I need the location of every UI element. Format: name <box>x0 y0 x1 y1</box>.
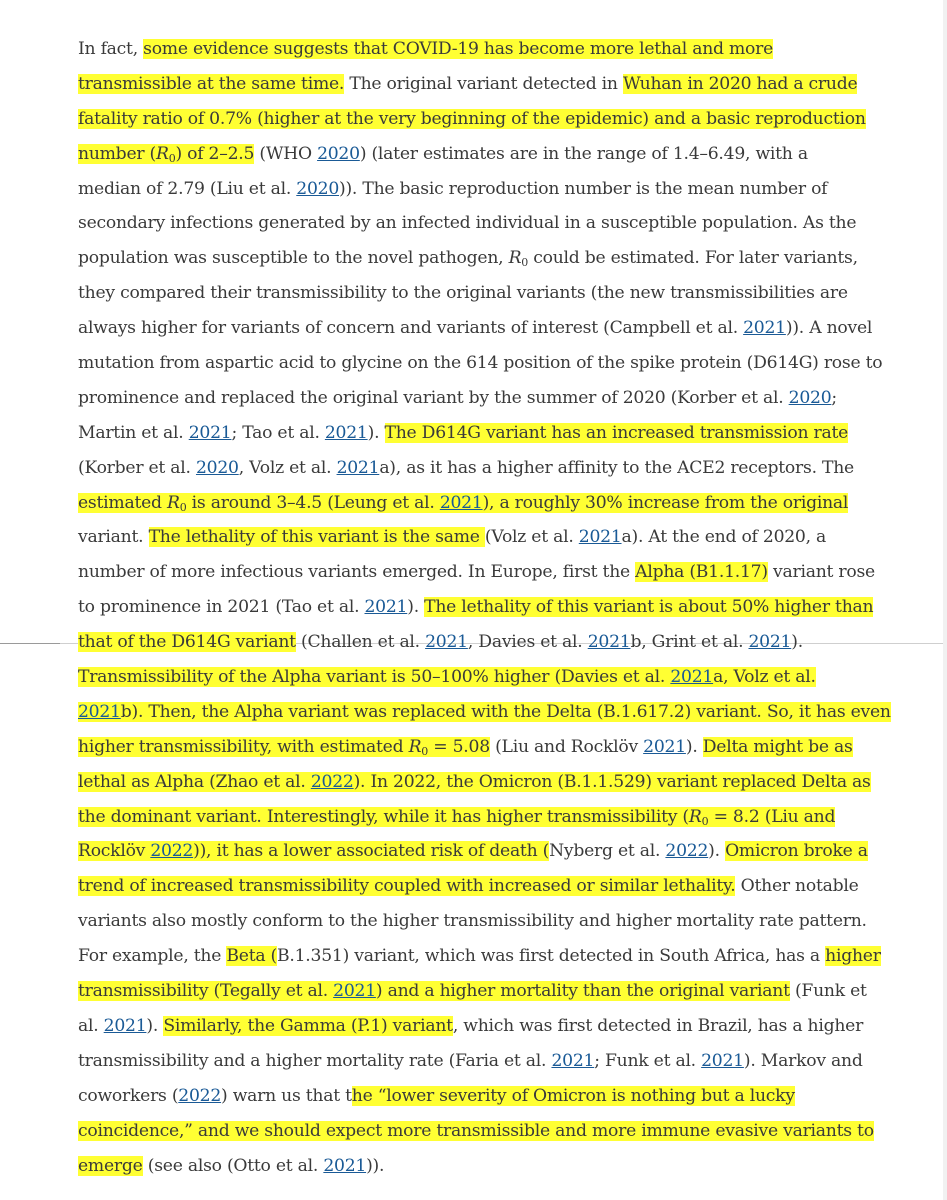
text-line-3 <box>78 102 923 137</box>
citation-link[interactable]: 2022 <box>178 1085 222 1106</box>
text-segment: a). At the end of 2020, a <box>621 527 827 548</box>
highlighted-text: The lethality of this variant is about 50% higher than <box>424 597 874 618</box>
text-segment: ). <box>407 597 425 618</box>
highlighted-text: coincidence,” and we should expect more transmissible and more immune evasive variants to <box>78 1120 874 1141</box>
citation-link[interactable]: 2021 <box>551 1050 595 1071</box>
text-line-17 <box>78 590 923 625</box>
text-segment: median of 2.79 (Liu et al. <box>78 178 297 199</box>
text-segment: ). <box>708 841 726 862</box>
text-segment: ). <box>685 736 703 757</box>
text-segment: ). In 2022, the Omicron (B.1.1.529) variant replaced Delta as <box>353 771 871 792</box>
text-segment: lethal as Alpha (Zhao et al. <box>78 771 311 792</box>
highlighted-text <box>78 841 549 861</box>
citation-link[interactable]: 2021 <box>743 318 786 339</box>
text-segment: The original variant detected in <box>344 73 623 94</box>
text-line-4 <box>78 137 923 172</box>
citation-link[interactable]: 2021 <box>336 457 380 478</box>
highlighted-text: some evidence suggests that COVID-19 has become more lethal and more <box>143 39 774 59</box>
text-segment: number ( <box>78 143 156 164</box>
citation-link[interactable]: 2021 <box>364 597 408 618</box>
text-segment: Martin et al. <box>78 422 189 443</box>
text-segment: estimated <box>78 492 167 513</box>
citation-link[interactable]: 2021 <box>701 1050 744 1071</box>
text-line-20 <box>78 695 923 730</box>
text-segment: , Davies et al. <box>467 632 588 653</box>
text-segment: mutation from aspartic acid to glycine on the 614 position of the spike protein (D614G) rose to <box>78 353 883 374</box>
text-segment: transmissibility (Tegally et al. <box>78 981 334 1002</box>
math-symbol: R <box>167 492 180 513</box>
text-line-9 <box>78 311 923 346</box>
text-segment: (Volz et al. <box>484 527 579 548</box>
text-line-19 <box>78 660 923 695</box>
text-segment: ). <box>791 632 803 653</box>
text-line-1 <box>78 32 923 67</box>
text-line-23 <box>78 800 923 835</box>
text-segment: al. <box>78 1015 104 1036</box>
text-segment: In fact, <box>78 39 144 59</box>
text-segment: (Challen et al. <box>295 632 426 653</box>
highlighted-text <box>78 144 254 164</box>
text-line-7 <box>78 241 923 276</box>
text-segment: For example, the <box>78 946 227 967</box>
text-segment: Transmissibility of the Alpha variant is 50–100% higher (Davies et al. <box>78 667 671 688</box>
text-segment: number of more infectious variants emerged. In Europe, first the <box>78 562 636 583</box>
text-segment: ), a roughly 30% increase from the original <box>482 492 849 513</box>
text-segment: ) warn us that t <box>221 1085 352 1106</box>
text-segment: ; Funk et al. <box>594 1050 702 1071</box>
highlighted-text <box>78 493 848 513</box>
highlighted-text: Beta ( <box>226 946 278 967</box>
text-segment: ). Markov and <box>743 1050 863 1071</box>
text-segment: , which was first detected in Brazil, has a higher <box>452 1015 864 1036</box>
text-line-27 <box>78 939 923 974</box>
math-symbol: R <box>688 806 702 827</box>
text-segment: Nyberg et al. <box>549 841 666 862</box>
highlighted-text <box>78 667 816 687</box>
math-subscript: 0 <box>179 500 187 514</box>
text-segment: is around 3–4.5 (Leung et al. <box>186 492 440 513</box>
text-segment: Other notable <box>735 876 859 897</box>
highlighted-text <box>78 807 835 827</box>
text-segment: higher transmissibility, with estimated <box>78 736 409 757</box>
text-segment: )). A novel <box>785 318 873 339</box>
text-line-21 <box>78 730 923 765</box>
highlighted-text: that of the D614G variant <box>78 632 296 653</box>
text-segment: )), it has a lower associated risk of death ( <box>193 841 550 862</box>
text-line-15 <box>78 520 923 555</box>
text-segment: variant. <box>78 527 149 548</box>
highlighted-text: he “lower severity of Omicron is nothing but a lucky <box>351 1085 795 1106</box>
highlighted-text <box>78 981 790 1001</box>
text-segment: b, Grint et al. <box>630 632 749 653</box>
citation-link[interactable]: 2021 <box>587 632 631 653</box>
highlighted-text <box>78 772 871 792</box>
text-line-18 <box>78 625 923 660</box>
highlighted-text: Wuhan in 2020 had a crude <box>622 73 858 94</box>
citation-link[interactable]: 2020 <box>296 178 340 199</box>
math-subscript: 0 <box>421 744 429 758</box>
text-segment: a, Volz et al. <box>713 667 816 688</box>
text-line-16 <box>78 555 923 590</box>
text-line-5 <box>78 172 923 207</box>
text-line-10 <box>78 346 923 381</box>
text-segment: variants also mostly conform to the higher transmissibility and higher mortality rate pattern. <box>78 911 867 932</box>
math-subscript: 0 <box>521 256 529 270</box>
text-segment: always higher for variants of concern and variants of interest (Campbell et al. <box>78 318 744 339</box>
highlighted-text: transmissible at the same time. <box>78 73 345 94</box>
citation-link[interactable]: 2021 <box>188 422 232 443</box>
citation-link[interactable]: 2021 <box>425 632 468 653</box>
text-line-30 <box>78 1044 923 1079</box>
highlighted-text: The D614G variant has an increased transmission rate <box>384 422 849 443</box>
citation-link[interactable]: 2022 <box>665 841 709 862</box>
citation-link[interactable]: 2021 <box>323 1155 367 1176</box>
text-segment: the dominant variant. Interestingly, while it has higher transmissibility ( <box>78 806 689 827</box>
text-segment: )). The basic reproduction number is the mean number of <box>339 178 828 199</box>
text-segment: (Korber et al. <box>78 457 196 478</box>
highlighted-text: The lethality of this variant is the same <box>148 527 485 548</box>
page-divider-marker <box>0 643 60 644</box>
citation-link[interactable]: 2021 <box>78 701 121 722</box>
text-segment: (WHO <box>254 143 318 164</box>
text-line-13 <box>78 451 923 486</box>
citation-link[interactable]: 2021 <box>643 736 686 757</box>
text-segment: = 8.2 (Liu and <box>708 806 836 827</box>
text-line-14 <box>78 486 923 521</box>
highlighted-text: fatality ratio of 0.7% (higher at the very beginning of the epidemic) and a basic reproduction <box>78 108 866 129</box>
citation-link[interactable]: 2021 <box>103 1015 147 1036</box>
text-segment: (Liu and Rocklöv <box>489 736 644 757</box>
text-line-22 <box>78 765 923 800</box>
text-line-24 <box>78 834 923 869</box>
text-segment: ) and a higher mortality than the original variant <box>375 981 790 1002</box>
citation-link[interactable]: 2020 <box>195 457 239 478</box>
text-line-2 <box>78 67 923 102</box>
text-segment: could be estimated. For later variants, <box>528 248 858 269</box>
citation-link[interactable]: 2021 <box>748 632 792 653</box>
text-segment: secondary infections generated by an infected individual in a susceptible population. As the <box>78 213 857 234</box>
text-segment: B.1.351) variant, which was first detected in South Africa, has a <box>277 946 826 967</box>
citation-link[interactable]: 2021 <box>439 492 483 513</box>
text-segment: prominence and replaced the original variant by the summer of 2020 (Korber et al. <box>78 387 789 408</box>
text-segment: population was susceptible to the novel pathogen, <box>78 248 509 269</box>
text-segment: (Funk et <box>789 981 867 1002</box>
math-subscript: 0 <box>701 814 709 828</box>
scrollbar-track[interactable] <box>943 0 947 1200</box>
text-line-11 <box>78 381 923 416</box>
text-segment: (see also (Otto et al. <box>142 1155 324 1176</box>
text-line-33 <box>78 1149 923 1184</box>
highlighted-text: Similarly, the Gamma (P.1) variant <box>163 1015 453 1036</box>
text-segment: variant rose <box>767 562 875 583</box>
text-segment: ). <box>146 1015 164 1036</box>
text-segment: they compared their transmissibility to the original variants (the new transmissibilities are <box>78 283 848 304</box>
highlighted-text: higher <box>825 946 881 967</box>
math-symbol: R <box>408 736 422 757</box>
text-line-29 <box>78 1009 923 1044</box>
text-segment: = 5.08 <box>428 736 490 757</box>
math-subscript: 0 <box>168 151 176 165</box>
text-segment: ; <box>831 387 837 408</box>
text-line-6 <box>78 206 923 241</box>
citation-link[interactable]: 2022 <box>310 771 354 792</box>
text-segment: ) (later estimates are in the range of 1.4–6.49, with a <box>359 143 808 164</box>
math-symbol: R <box>156 143 169 164</box>
text-segment: coworkers ( <box>78 1085 179 1106</box>
text-line-32 <box>78 1114 923 1149</box>
text-line-26 <box>78 904 923 939</box>
text-line-25 <box>78 869 923 904</box>
highlighted-text: Delta might be as <box>702 736 853 757</box>
text-segment: ). <box>367 422 385 443</box>
text-segment: , Volz et al. <box>238 457 337 478</box>
text-segment: transmissibility and a higher mortality rate (Faria et al. <box>78 1050 552 1071</box>
citation-link[interactable]: 2021 <box>578 527 622 548</box>
citation-link[interactable]: 2021 <box>324 422 368 443</box>
citation-link[interactable]: 2020 <box>317 143 360 164</box>
highlighted-text: trend of increased transmissibility coupled with increased or similar lethality. <box>78 876 736 897</box>
text-line-8 <box>78 276 923 311</box>
math-symbol: R <box>508 248 522 269</box>
highlighted-text: Omicron broke a <box>725 841 868 862</box>
highlighted-text <box>78 702 891 722</box>
citation-link[interactable]: 2021 <box>333 981 376 1002</box>
text-segment: ) of 2–2.5 <box>175 143 255 164</box>
text-segment: ; Tao et al. <box>231 422 325 443</box>
text-segment: to prominence in 2021 (Tao et al. <box>78 597 365 618</box>
text-segment: a), as it has a higher affinity to the ACE2 receptors. The <box>379 457 854 478</box>
highlighted-text: Alpha (B1.1.17) <box>635 562 768 583</box>
highlighted-text: emerge <box>78 1155 143 1176</box>
text-segment: b). Then, the Alpha variant was replaced with the Delta (B.1.617.2) variant. So, it has even <box>120 701 891 722</box>
text-line-12 <box>78 416 923 451</box>
text-segment: Rocklöv <box>78 841 151 862</box>
highlighted-text <box>78 737 490 757</box>
article-paragraph <box>78 32 923 1183</box>
text-segment: )). <box>366 1155 385 1176</box>
text-line-31 <box>78 1079 923 1114</box>
citation-link[interactable]: 2021 <box>670 667 714 688</box>
citation-link[interactable]: 2022 <box>150 841 194 862</box>
citation-link[interactable]: 2020 <box>788 387 832 408</box>
text-line-28 <box>78 974 923 1009</box>
